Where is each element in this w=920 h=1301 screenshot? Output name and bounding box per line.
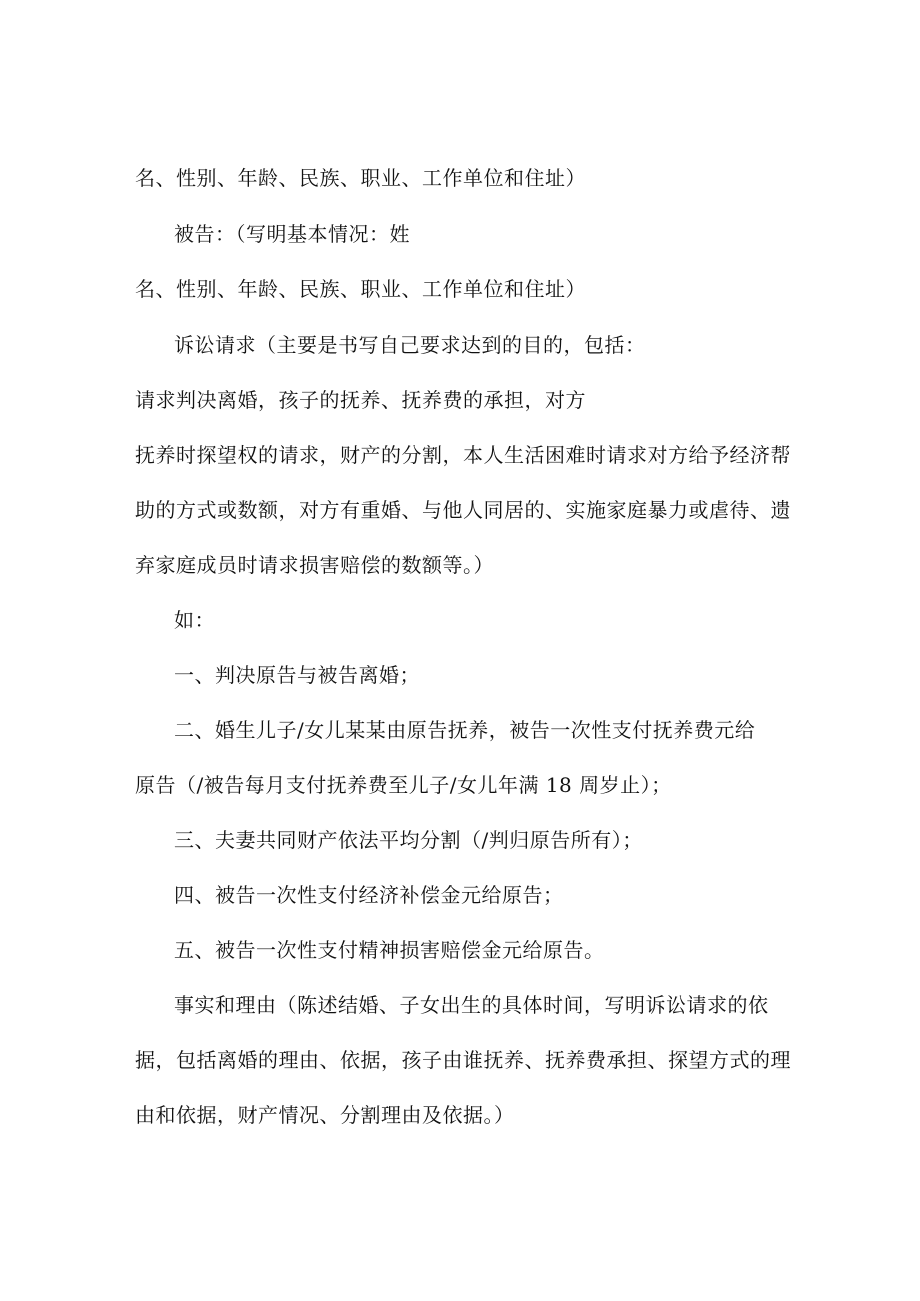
text-line: 名、性别、年龄、民族、职业、工作单位和住址） <box>135 166 586 190</box>
text-line: 四、被告一次性支付经济补偿金元给原告； <box>174 883 564 907</box>
text-line: 助的方式或数额，对方有重婚、与他人同居的、实施家庭暴力或虐待、遗 <box>135 498 791 522</box>
text-line: 由和依据，财产情况、分割理由及依据。） <box>135 1103 515 1127</box>
text-line: 诉讼请求（主要是书写自己要求达到的目的，包括： <box>174 333 646 357</box>
text-line: 三、夫妻共同财产依法平均分割（/判归原告所有）； <box>174 828 643 852</box>
text-line: 事实和理由（陈述结婚、子女出生的具体时间，写明诉讼请求的依 <box>174 993 769 1017</box>
text-line: 如： <box>174 608 215 632</box>
text-line: 名、性别、年龄、民族、职业、工作单位和住址） <box>135 277 586 301</box>
text-line: 被告：（写明基本情况：姓 <box>174 222 410 246</box>
text-line: 抚养时探望权的请求，财产的分割，本人生活困难时请求对方给予经济帮 <box>135 443 791 467</box>
text-line: 原告（/被告每月支付抚养费至儿子/女儿年满 18 周岁止）； <box>135 773 672 797</box>
text-line: 五、被告一次性支付精神损害赔偿金元给原告。 <box>174 938 605 962</box>
text-line: 一、判决原告与被告离婚； <box>174 663 420 687</box>
text-line: 二、婚生儿子/女儿某某由原告抚养，被告一次性支付抚养费元给 <box>174 718 756 742</box>
text-line: 据，包括离婚的理由、依据，孩子由谁抚养、抚养费承担、探望方式的理 <box>135 1048 791 1072</box>
text-line: 请求判决离婚，孩子的抚养、抚养费的承担，对方 <box>135 388 586 412</box>
text-line: 弃家庭成员时请求损害赔偿的数额等。） <box>135 553 494 577</box>
